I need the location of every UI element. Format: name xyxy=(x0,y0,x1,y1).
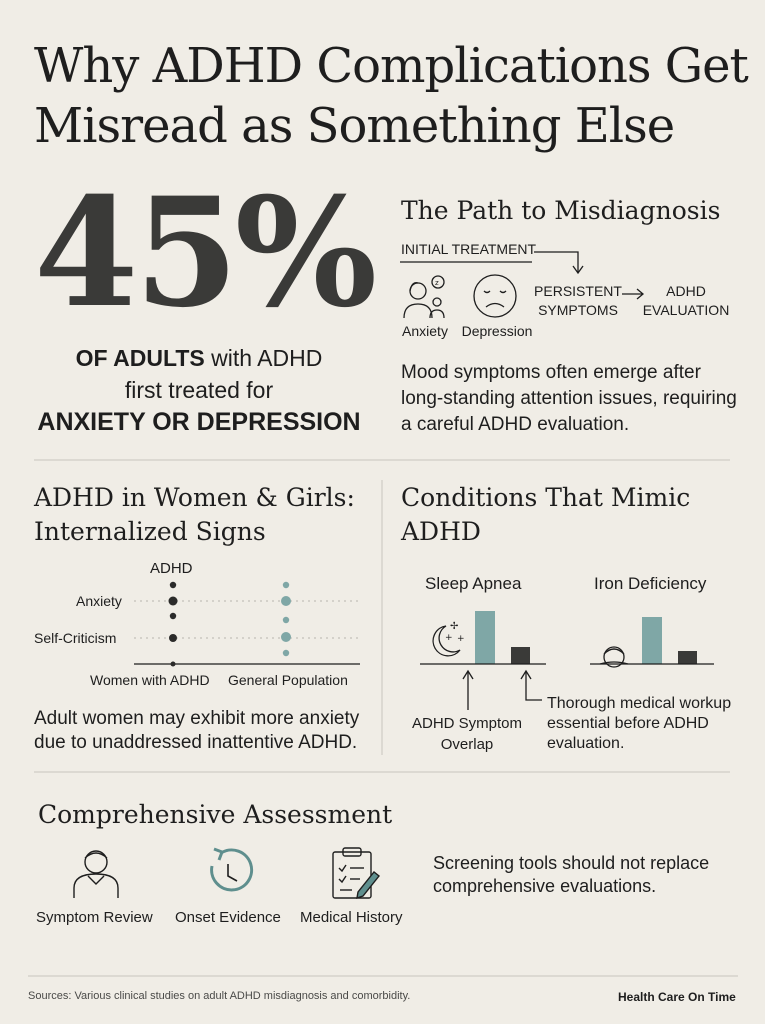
stat-line-1-bold: OF ADULTS xyxy=(75,345,205,371)
dot-women-3 xyxy=(170,613,176,619)
persistent-symptoms-label: PERSISTENT SYMPTOMS xyxy=(534,283,622,318)
dot-general-3 xyxy=(283,617,289,623)
assessment-heading: Comprehensive Assessment xyxy=(38,800,393,829)
row-label-anxiety: Anxiety xyxy=(76,593,122,609)
iron-teal-bar xyxy=(642,617,662,664)
sleep-teal-bar xyxy=(475,611,495,664)
dot-general-anxiety xyxy=(281,596,291,606)
women-description: Adult women may exhibit more anxiety due to unaddressed inattentive ADHD. xyxy=(34,708,360,753)
svg-text:✢: ✢ xyxy=(450,621,459,632)
onset-clock-icon xyxy=(212,849,252,890)
sleep-apnea-label: Sleep Apnea xyxy=(425,574,522,593)
big-stat: 45% xyxy=(34,165,374,341)
moon-stars-icon xyxy=(433,621,464,656)
svg-text:z: z xyxy=(435,279,439,287)
assessment-description: Screening tools should not replace comprehensive evaluations. xyxy=(433,853,710,896)
dot-general-5 xyxy=(283,650,289,656)
onset-evidence-label: Onset Evidence xyxy=(175,909,281,926)
mimic-heading: Conditions That Mimic ADHD xyxy=(401,483,691,546)
medical-clipboard-icon xyxy=(333,848,379,898)
depression-label: Depression xyxy=(461,323,533,339)
dot-general-1 xyxy=(283,582,289,588)
iron-deficiency-chart xyxy=(590,617,714,667)
group-label-general: General Population xyxy=(228,672,348,688)
symptom-review-label: Symptom Review xyxy=(36,909,153,926)
iron-deficiency-label: Iron Deficiency xyxy=(594,574,707,593)
sleep-dark-bar xyxy=(511,647,530,664)
path-description: Mood symptoms often emerge after long-standing attention issues, requiring a careful ADHD evaluation. xyxy=(401,362,737,435)
symptom-review-icon xyxy=(74,851,118,898)
path-heading: The Path to Misdiagnosis xyxy=(401,196,721,225)
anxiety-label: Anxiety xyxy=(402,323,448,339)
page-title: Why ADHD Complications Get Misread as Something Else xyxy=(34,38,748,154)
dot-women-base xyxy=(171,662,176,667)
group-label-women: Women with ADHD xyxy=(90,672,210,688)
svg-text:+: + xyxy=(457,634,465,644)
initial-treatment-arrow xyxy=(400,252,583,273)
svg-text:+: + xyxy=(445,633,453,643)
stat-line-2: first treated for xyxy=(124,377,274,403)
dot-column-label: ADHD xyxy=(150,560,193,577)
dot-women-self-criticism xyxy=(169,634,177,642)
row-label-self-criticism: Self-Criticism xyxy=(34,630,117,646)
women-dot-chart xyxy=(134,582,360,667)
dot-general-self-criticism xyxy=(281,632,291,642)
brand-name: Health Care On Time xyxy=(618,990,736,1004)
adhd-evaluation-label: ADHD EVALUATION xyxy=(642,283,730,318)
stat-line-3: ANXIETY OR DEPRESSION xyxy=(37,408,361,436)
initial-treatment-label: INITIAL TREATMENT xyxy=(401,241,537,257)
women-heading: ADHD in Women & Girls: Internalized Signs xyxy=(34,483,355,546)
symptom-overlap-label: ADHD Symptom Overlap xyxy=(411,715,523,753)
sad-face-icon xyxy=(474,275,516,317)
dot-women-1 xyxy=(170,582,176,588)
stat-line-1-rest: with ADHD xyxy=(211,345,323,371)
sleep-apnea-chart xyxy=(420,611,546,710)
anxiety-person-icon xyxy=(404,276,444,318)
sources-note: Sources: Various clinical studies on adult ADHD misdiagnosis and comorbidity. xyxy=(28,990,411,1002)
iron-dark-bar xyxy=(678,651,697,664)
medical-history-label: Medical History xyxy=(300,909,403,926)
dot-women-anxiety xyxy=(169,597,178,606)
medical-workup-label: Thorough medical workup essential before ADHD evaluation. xyxy=(547,695,732,752)
